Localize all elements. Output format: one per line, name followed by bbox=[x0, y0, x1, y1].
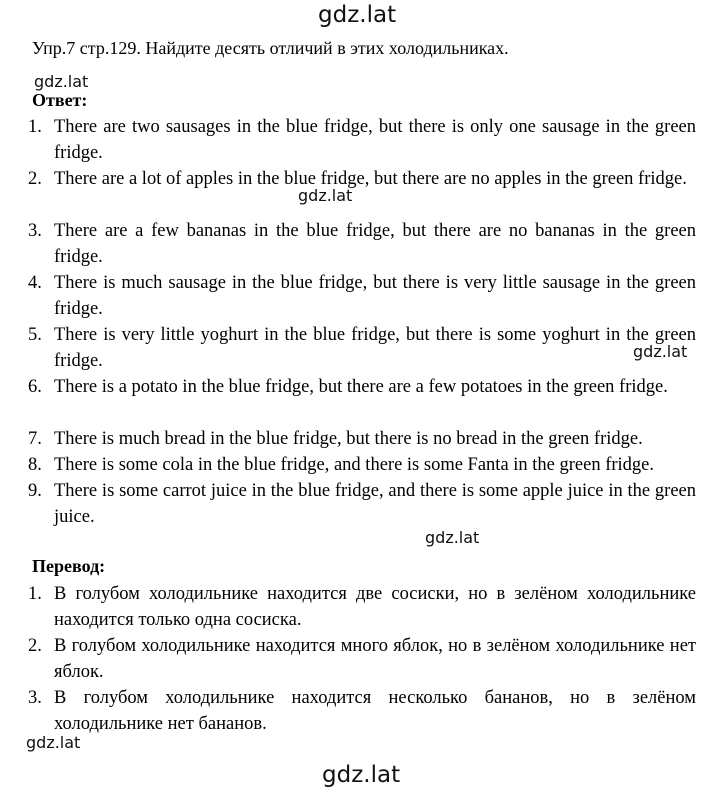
item-number: 3. bbox=[28, 221, 42, 241]
watermark-small: gdz.lat bbox=[34, 72, 89, 91]
item-number: 4. bbox=[28, 273, 42, 293]
answer-item bbox=[28, 374, 696, 426]
item-text: There is much bread in the blue fridge, but there is no bread in the green fridge. bbox=[54, 429, 643, 449]
watermark-bottom: gdz.lat bbox=[322, 762, 401, 788]
answer-item bbox=[28, 114, 696, 166]
watermark-small: gdz.lat bbox=[633, 342, 688, 361]
answer-item bbox=[28, 426, 696, 452]
watermark-small: gdz.lat bbox=[26, 733, 81, 752]
answer-item bbox=[28, 166, 696, 218]
answer-item bbox=[28, 478, 696, 530]
translation-heading: Перевод: bbox=[32, 556, 106, 576]
watermark-small: gdz.lat bbox=[298, 186, 353, 205]
item-text: В голубом холодильнике находится две сосиски, но в зелёном холодильнике находится только одна сосиска. bbox=[54, 584, 696, 630]
translation-item bbox=[28, 581, 696, 633]
answer-list bbox=[28, 114, 696, 530]
item-text: В голубом холодильнике находится много яблок, но в зелёном холодильнике нет яблок. bbox=[54, 636, 696, 682]
item-number: 5. bbox=[28, 325, 42, 345]
item-text: There are two sausages in the blue fridge, but there is only one sausage in the green fridge. bbox=[54, 117, 696, 163]
item-number: 9. bbox=[28, 481, 42, 501]
item-text: There is a potato in the blue fridge, but there are a few potatoes in the green fridge. bbox=[54, 377, 668, 397]
item-number: 7. bbox=[28, 429, 42, 449]
answer-item bbox=[28, 322, 696, 374]
item-number: 8. bbox=[28, 455, 42, 475]
item-text: В голубом холодильнике находится несколько бананов, но в зелёном холодильнике нет бананов. bbox=[54, 688, 696, 734]
watermark-small: gdz.lat bbox=[425, 528, 480, 547]
item-number: 6. bbox=[28, 377, 42, 397]
item-number: 3. bbox=[28, 688, 42, 708]
item-text: There is very little yoghurt in the blue fridge, but there is some yoghurt in the green fridge. bbox=[54, 325, 696, 371]
item-number: 1. bbox=[28, 117, 42, 137]
item-text: There are a lot of apples in the blue fridge, but there are no apples in the green fridge. bbox=[54, 169, 687, 189]
answer-item bbox=[28, 452, 696, 478]
answer-item bbox=[28, 218, 696, 270]
translation-list bbox=[28, 581, 696, 737]
task-title: Упр.7 стр.129. Найдите десять отличий в этих холодильниках. bbox=[32, 38, 509, 58]
answer-item bbox=[28, 270, 696, 322]
item-text: There are a few bananas in the blue fridge, but there are no bananas in the green fridge. bbox=[54, 221, 696, 267]
item-number: 1. bbox=[28, 584, 42, 604]
item-text: There is some cola in the blue fridge, and there is some Fanta in the green fridge. bbox=[54, 455, 655, 475]
translation-item bbox=[28, 685, 696, 737]
item-number: 2. bbox=[28, 636, 42, 656]
item-text: There is some carrot juice in the blue fridge, and there is some apple juice in the green juice. bbox=[54, 481, 696, 527]
watermark-top: gdz.lat bbox=[318, 2, 397, 28]
answer-heading: Ответ: bbox=[32, 90, 88, 110]
item-text: There is much sausage in the blue fridge, but there is very little sausage in the green fridge. bbox=[54, 273, 696, 319]
translation-item bbox=[28, 633, 696, 685]
item-number: 2. bbox=[28, 169, 42, 189]
